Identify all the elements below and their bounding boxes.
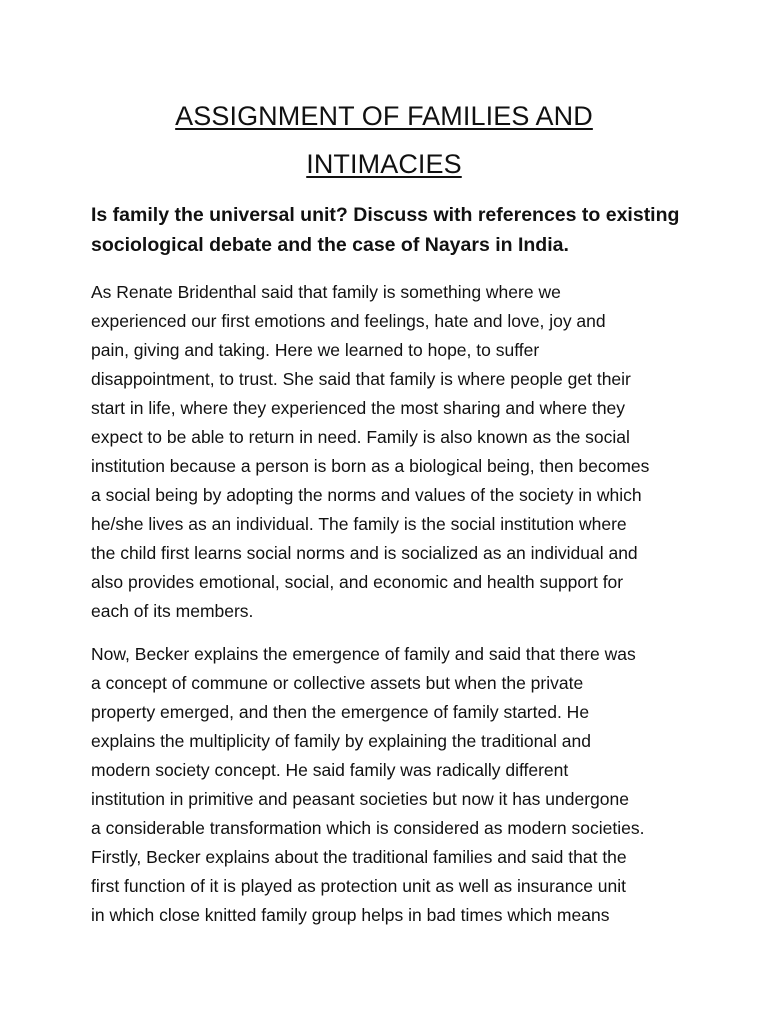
paragraph-line: a concept of commune or collective assets but when the private: [91, 673, 584, 693]
paragraph-line: first function of it is played as protection unit as well as insurance unit: [91, 876, 626, 896]
paragraph-line: Firstly, Becker explains about the traditional families and said that the: [91, 847, 627, 867]
title-line: ASSIGNMENT OF FAMILIES AND: [175, 101, 593, 131]
paragraph-line: he/she lives as an individual. The family is the social institution where: [91, 514, 627, 534]
paragraph-line: experienced our first emotions and feelings, hate and love, joy and: [91, 311, 606, 331]
paragraph-line: each of its members.: [91, 601, 254, 621]
paragraph-line: As Renate Bridenthal said that family is something where we: [91, 282, 561, 302]
paragraph-line: disappointment, to trust. She said that family is where people get their: [91, 369, 631, 389]
paragraph-line: institution in primitive and peasant societies but now it has undergone: [91, 789, 629, 809]
title-line: INTIMACIES: [306, 149, 462, 179]
assignment-question: Is family the universal unit? Discuss with references to existing sociological debate and the case of Nayars in India.: [91, 204, 680, 256]
paragraph-line: expect to be able to return in need. Family is also known as the social: [91, 427, 630, 447]
paragraph-line: explains the multiplicity of family by explaining the traditional and: [91, 731, 591, 751]
paragraph-2: [91, 640, 691, 930]
paragraph-line: the child first learns social norms and is socialized as an individual and: [91, 543, 638, 563]
paragraph-line: pain, giving and taking. Here we learned to hope, to suffer: [91, 340, 540, 360]
paragraph-line: a considerable transformation which is considered as modern societies.: [91, 818, 645, 838]
paragraph-line: a social being by adopting the norms and values of the society in which: [91, 485, 642, 505]
paragraph-line: in which close knitted family group helps in bad times which means: [91, 905, 610, 925]
paragraph-line: institution because a person is born as a biological being, then becomes: [91, 456, 650, 476]
paragraph-line: Now, Becker explains the emergence of family and said that there was: [91, 644, 636, 664]
paragraph-line: also provides emotional, social, and economic and health support for: [91, 572, 624, 592]
paragraph-1: [91, 278, 691, 626]
paragraph-line: start in life, where they experienced the most sharing and where they: [91, 398, 626, 418]
document-title: [0, 92, 768, 188]
paragraph-line: modern society concept. He said family was radically different: [91, 760, 569, 780]
paragraph-line: property emerged, and then the emergence of family started. He: [91, 702, 590, 722]
